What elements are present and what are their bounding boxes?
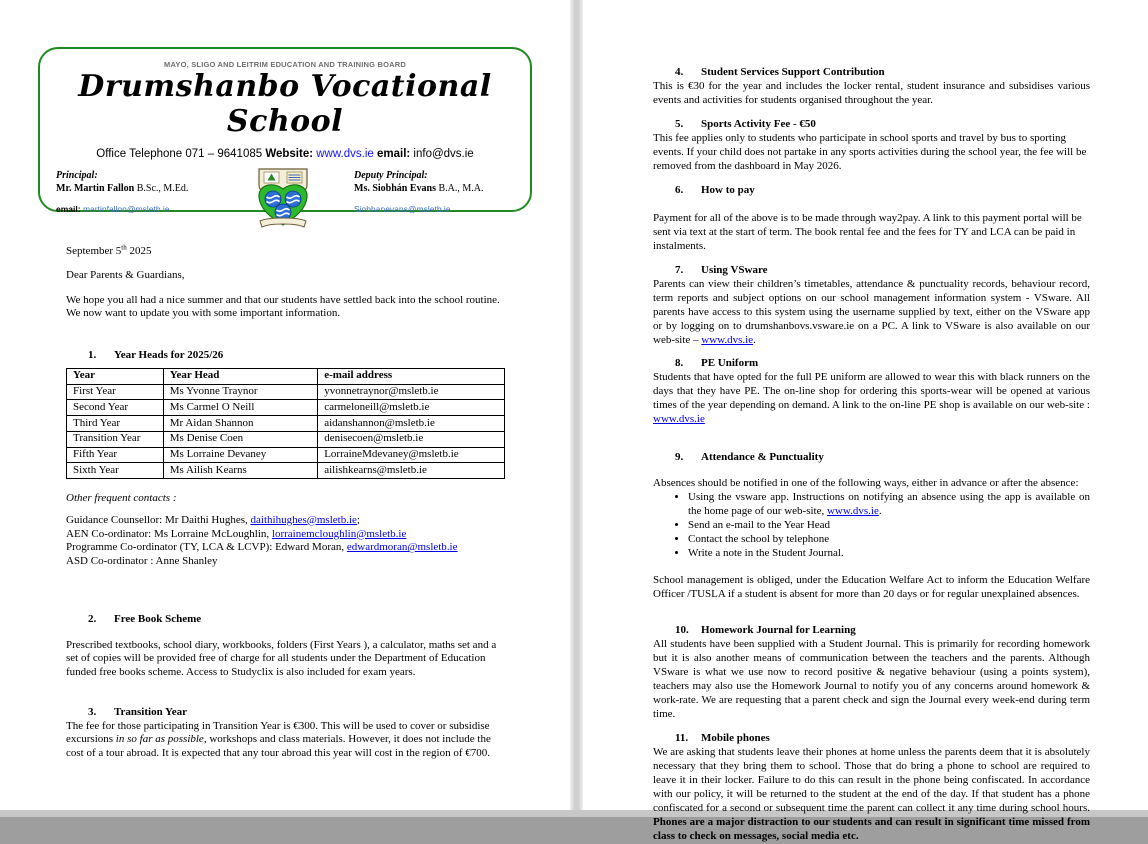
paragraph: [653, 132, 1090, 174]
text-run: Dear Parents & Guardians,: [66, 268, 185, 281]
section-number: 9.: [675, 451, 684, 464]
contact-line: [66, 528, 506, 542]
section-number: 5.: [675, 117, 684, 130]
spacer: [653, 427, 1090, 451]
spacer: [66, 680, 506, 706]
paragraph: [653, 278, 1090, 348]
section-number: 10.: [675, 624, 689, 637]
paragraph: [653, 638, 1090, 722]
board-name: MAYO, SLIGO AND LEITRIM EDUCATION AND TRAINING BOARD: [164, 60, 406, 69]
spacer: [653, 254, 1090, 264]
deputy-email-line: [354, 204, 514, 215]
spacer: [66, 479, 506, 492]
paragraph: [66, 245, 506, 259]
text-run: .: [878, 505, 882, 518]
section-title: Sports Activity Fee - €50: [701, 117, 816, 130]
spacer: [66, 569, 506, 613]
text-run: Payment for all of the above is to be made through way2pay. A link to this payment portal will be sent via text at the start of term. The book rental fee and the fees for TY and LCA can be paid in instalments.: [653, 211, 1082, 252]
section-number: 1.: [88, 349, 97, 361]
text-run: ;: [356, 513, 360, 526]
paragraph: [653, 371, 1090, 427]
paragraph: [66, 639, 506, 680]
hyperlink[interactable]: lorrainemcloughlin@msletb.ie: [271, 527, 407, 540]
table-cell: Ms Lorraine Devaney: [163, 447, 317, 463]
text-run: Using the vsware app. Instructions on notifying an absence using the app is available on the home page of our web-site,: [688, 491, 1090, 518]
spacer: [653, 722, 1090, 732]
principal-name-line: Mr. Martin Fallon B.Sc., M.Ed.: [56, 183, 189, 194]
table-row: [67, 447, 505, 463]
page-1: [0, 0, 570, 810]
text-run: We hope you all had a nice summer and that our students have settled back into the school routine. We now want to update you with some important information.: [66, 293, 500, 320]
paragraph: [66, 492, 506, 506]
section-heading: [653, 451, 1090, 465]
section-heading: [653, 732, 1090, 746]
text-run: Students that have opted for the full PE uniform are allowed to wear this with black runners on the days that they have PE. The on-line shop for ordering this sports-wear will be opened at various times of the year depending on demand. A link to the on-line PE shop is available on our web-site :: [653, 371, 1090, 412]
text-run: email:: [376, 148, 411, 160]
letterhead: [38, 47, 532, 212]
spacer: [66, 321, 506, 349]
letter-body-page-2: [583, 0, 1148, 844]
text-run: School management is obliged, under the Education Welfare Act to inform the Education Welfare Officer /TUSLA if a student is absent for more than 20 days or for regular unexplained absences.: [653, 574, 1090, 601]
text-run: Contact the school by telephone: [688, 533, 830, 546]
table-cell: Ms Carmel O Neill: [163, 400, 317, 416]
school-contact-line: [40, 148, 530, 160]
principal-email[interactable]: martinfallon@msletb.ie: [82, 204, 170, 214]
hyperlink[interactable]: daithihughes@msletb.ie: [250, 513, 357, 526]
principal-role-label: Principal:: [56, 170, 98, 181]
section-heading: [653, 264, 1090, 278]
paragraph: [66, 720, 506, 761]
text-run: Prescribed textbooks, school diary, workbooks, folders (First Years ), a calculator, maths set and a set of copies will be provided free of charge for all students under the Department of Education funded free books scheme. Access to Studyclix is also included for exam years.: [66, 638, 497, 678]
text-run: Guidance Counsellor: Mr Daithi Hughes,: [66, 513, 251, 526]
table-row: [67, 400, 505, 416]
hyperlink[interactable]: www.dvs.ie: [701, 333, 754, 346]
spacer: [653, 198, 1090, 212]
table-cell: LorraineMdevaney@msletb.ie: [318, 447, 505, 463]
text-run: This fee applies only to students who participate in school sports and travel by bus to sporting events. If your child does not partake in any sports activities during the school year, the fee will be removed from the dashboard in May 2026.: [653, 131, 1087, 172]
hyperlink[interactable]: edwardmoran@msletb.ie: [346, 541, 458, 554]
section-number: 3.: [88, 705, 97, 718]
table-cell: yvonnetraynor@msletb.ie: [318, 384, 505, 400]
spacer: [653, 602, 1090, 624]
text-run: Send an e-mail to the Year Head: [688, 519, 831, 532]
table-cell: Ms Yvonne Traynor: [163, 384, 317, 400]
contact-line: [66, 555, 506, 569]
section-heading: [66, 613, 506, 627]
text-run: September 5: [66, 245, 122, 257]
paragraph: [653, 746, 1090, 844]
deputy-name-line: Ms. Siobhán Evans B.A., M.A.: [354, 183, 484, 194]
contact-line: [66, 514, 506, 528]
paragraph: [653, 477, 1090, 491]
table-cell: denisecoen@msletb.ie: [318, 431, 505, 447]
spacer: [66, 283, 506, 294]
deputy-role-label: Deputy Principal:: [354, 170, 428, 181]
table-cell: First Year: [67, 384, 164, 400]
text-run: 2025: [126, 245, 152, 257]
section-title: Year Heads for 2025/26: [114, 349, 224, 361]
table-cell: carmeloneill@msletb.ie: [318, 400, 505, 416]
principal-block: [56, 169, 216, 215]
section-heading: [653, 624, 1090, 638]
principal-email-line: email: martinfallon@msletb.ie: [56, 204, 170, 214]
spacer: [66, 627, 506, 639]
section-title: PE Uniform: [701, 357, 759, 370]
spacer: [66, 506, 506, 514]
page-gap: [570, 0, 583, 810]
text-run: www.dvs.ie: [316, 148, 374, 160]
bullet-item: [688, 519, 1090, 533]
school-crest-icon: [246, 167, 324, 236]
hyperlink[interactable]: www.dvs.ie: [826, 505, 879, 518]
text-run: We are asking that students leave their phones at home unless the parents deem that it is absolutely necessary that they bring them to school. Those that do bring a phone to school are required to leave it in their locker. Failure to do this can result in the phone being confiscated. In accordance with our policy, it will be returned to the student at the end of the day. If that student has a phone confiscated for a second or subsequent time the parent can collect it any time during school hours.: [653, 745, 1090, 814]
bullet-item: [688, 533, 1090, 547]
table-header-cell: Year: [67, 368, 164, 384]
text-run: ASD Co-ordinator : Anne Shanley: [66, 555, 218, 567]
page-2: [583, 0, 1148, 842]
section-title: Attendance & Punctuality: [701, 451, 824, 464]
section-heading: [66, 706, 506, 720]
text-run: The fee for those participating in Transition Year is €300. This will be used to cover or subsidise excursions: [66, 719, 490, 746]
table-cell: ailishkearns@msletb.ie: [318, 463, 505, 479]
table-cell: Second Year: [67, 400, 164, 416]
section-title: Mobile phones: [701, 731, 770, 744]
school-name: Drumshanbo Vocational School: [78, 69, 492, 139]
section-number: 7.: [675, 263, 684, 276]
section-title: How to pay: [701, 183, 755, 196]
text-run: info@dvs.ie: [410, 148, 474, 160]
spacer: [653, 108, 1090, 118]
table-row: [67, 416, 505, 432]
table-cell: Transition Year: [67, 431, 164, 447]
table-cell: aidanshannon@msletb.ie: [318, 416, 505, 432]
bullet-item: [688, 547, 1090, 561]
spacer: [653, 465, 1090, 477]
text-run: Phones are a major distraction to our students and can result in significant time missed from class to check on messages, social media etc.: [653, 815, 1090, 842]
bullet-item: [688, 491, 1090, 519]
text-run: Office Telephone 071 – 9641085: [96, 148, 266, 160]
text-run: Absences should be notified in one of the following ways, either in advance or after the absence:: [653, 477, 1079, 490]
paragraph: [653, 212, 1090, 254]
letter-body-page-1: [0, 212, 570, 761]
section-title: Using VSware: [701, 263, 768, 276]
section-number: 8.: [675, 357, 684, 370]
paragraph: [653, 80, 1090, 108]
table-header-row: [67, 368, 505, 384]
section-title: Student Services Support Contribution: [701, 66, 885, 78]
section-number: 6.: [675, 183, 684, 196]
text-run: Website:: [265, 148, 317, 160]
section-number: 4.: [675, 66, 684, 78]
table-cell: Fifth Year: [67, 447, 164, 463]
table-row: [67, 431, 505, 447]
section-heading: [66, 349, 506, 363]
section-heading: [653, 357, 1090, 371]
section-number: 11.: [675, 731, 689, 744]
paragraph: [653, 574, 1090, 602]
deputy-principal-block: [354, 169, 514, 215]
text-run: in so far as possible: [115, 733, 204, 746]
spacer: [653, 347, 1090, 357]
text-run: Other frequent contacts :: [66, 492, 177, 504]
text-run: .: [753, 333, 756, 346]
spacer: [653, 174, 1090, 184]
table-cell: Sixth Year: [67, 463, 164, 479]
table-row: [67, 463, 505, 479]
text-run: th: [121, 243, 127, 252]
text-run: Write a note in the Student Journal.: [688, 547, 844, 560]
section-heading: [653, 184, 1090, 198]
text-run: Parents can view their children’s timetables, attendance & punctuality records, behaviour record, term reports and subject options on our school management information system - VSware. All parents have access to this system using the username supplied by text, either on the VSware app or by logging on to drumshanbovs.vsware.ie on a PC. A link to VSware is also available on our web-site –: [653, 277, 1090, 346]
text-run: AEN Co-ordinator: Ms Lorraine McLoughlin,: [66, 527, 272, 540]
section-title: Free Book Scheme: [114, 612, 202, 625]
contact-line: [66, 541, 506, 555]
year-heads-table: [66, 368, 505, 479]
deputy-email[interactable]: Siobhanevans@msletb.ie: [354, 204, 451, 214]
section-number: 2.: [88, 612, 97, 625]
table-cell: Ms Denise Coen: [163, 431, 317, 447]
section-heading: [653, 66, 1090, 80]
text-run: Programme Co-ordinator (TY, LCA & LCVP): Edward Moran,: [66, 541, 347, 554]
table-row: [67, 384, 505, 400]
table-cell: Third Year: [67, 416, 164, 432]
table-header-cell: Year Head: [163, 368, 317, 384]
table-cell: Ms Ailish Kearns: [163, 463, 317, 479]
paragraph: [66, 294, 506, 322]
text-run: This is €30 for the year and includes the locker rental, student insurance and subsidises various events and activities for students organised throughout the year.: [653, 79, 1090, 106]
spacer: [66, 259, 506, 269]
table-header-cell: e-mail address: [318, 368, 505, 384]
paragraph: [66, 269, 506, 283]
hyperlink[interactable]: www.dvs.ie: [653, 413, 705, 426]
section-title: Homework Journal for Learning: [701, 624, 856, 637]
spacer: [653, 561, 1090, 574]
text-run: , workshops and class materials. However, it does not include the cost of a tour abroad. It is expected that any tour abroad this year will cost in the region of €700.: [66, 733, 491, 759]
bullet-list: [671, 491, 1090, 561]
text-run: All students have been supplied with a Student Journal. This is primarily for recording homework but it is also another means of communication between the teachers and the parents. Although VSware is what we use now to record positive & negative behaviour (using a points system), teachers may also use the Homework Journal to notify you of any concerns around homework & work-rate. We are requesting that a parent check and sign the Journal every week-end during term time.: [653, 638, 1090, 720]
table-cell: Mr Aidan Shannon: [163, 416, 317, 432]
section-title: Transition Year: [114, 705, 188, 718]
section-heading: [653, 118, 1090, 132]
contact-lines: [66, 514, 506, 569]
